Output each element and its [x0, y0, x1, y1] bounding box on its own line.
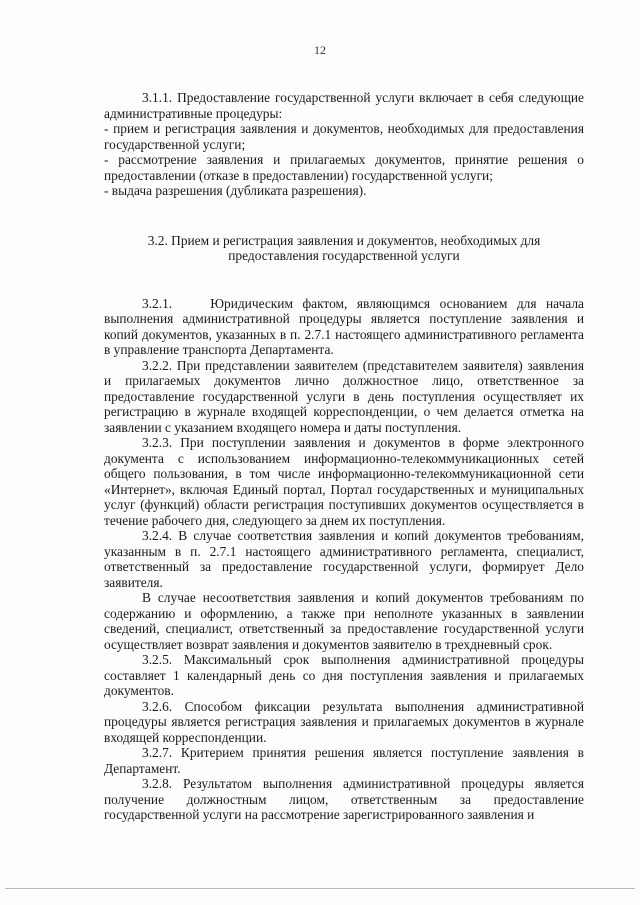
paragraph-3-2-4-continued: В случае несоответствия заявления и копий документов требованиям по содержанию и оформлению, а также при неполноте указанных в заявлении сведений, специалист, ответственный за предоставление государственной услуги осуществляет возврат заявления и документов заявителю в трехдневный срок. — [104, 590, 584, 652]
paragraph-3-2-6: 3.2.6. Способом фиксации результата выполнения административной процедуры является регистрация заявления и прилагаемых документов в журнале входящей корреспонденции. — [104, 698, 584, 745]
paragraph-3-2-5: 3.2.5. Максимальный срок выполнения административной процедуры составляет 1 календарный день со дня поступления заявления и прилагаемых документов. — [104, 652, 584, 698]
page-number: 12 — [314, 43, 326, 57]
document-body — [104, 90, 588, 823]
paragraph-3-2-2: 3.2.2. При представлении заявителем (представителем заявителя) заявления и прилагаемых документов лично должностное лицо, ответственное за предоставление государственной услуги в день поступления осуществляет их регистрацию в журнале входящей корреспонденции, о чем делается отметка на заявлении с указанием входящего номера и даты поступления. — [104, 357, 584, 435]
list-item: - прием и регистрация заявления и документов, необходимых для предоставления государственной услуги; — [104, 121, 584, 152]
list-item: - рассмотрение заявления и прилагаемых документов, принятие решения о предоставлении (отказе в предоставлении) государственной услуги; — [104, 152, 584, 183]
paragraph-3-2-4: 3.2.4. В случае соответствия заявления и копий документов требованиям, указанным в п. 2.7.1 настоящего административного регламента, специалист, ответственный за предоставление государственной услуги, формирует Дело заявителя. — [104, 528, 584, 590]
section-3-2-heading: 3.2. Прием и регистрация заявления и документов, необходимых для предоставления государственной услуги — [147, 232, 541, 263]
paragraph-3-2-8: 3.2.8. Результатом выполнения административной процедуры является получение должностным лицом, ответственным за предоставление государственной услуги на рассмотрение зарегистрированного заявления и — [104, 776, 588, 822]
list-item: - выдача разрешения (дубликата разрешения). — [104, 183, 367, 198]
paragraph-3-2-1: 3.2.1. Юридическим фактом, являющимся основанием для начала выполнения административной процедуры является поступление заявления и копий документов, указанных в п. 2.7.1 настоящего административного регламента в управление транспорта Департамента. — [104, 295, 588, 357]
bottom-edge-line — [5, 888, 635, 889]
section-3-1-1-intro: 3.1.1. Предоставление государственной услуги включает в себя следующие административные процедуры: — [104, 90, 584, 121]
paragraph-3-2-7: 3.2.7. Критерием принятия решения является поступление заявления в Департамент. — [104, 745, 584, 776]
paragraph-3-2-3: 3.2.3. При поступлении заявления и документов в форме электронного документа с использованием информационно-телекоммуникационных сетей общего пользования, в том числе информационно-телекоммуникационной сети «Интернет», включая Единый портал, Портал государственных и муниципальных услуг (функций) области регистрация поступивших документов осуществляется в течение рабочего дня, следующего за днем их поступления. — [104, 435, 584, 528]
